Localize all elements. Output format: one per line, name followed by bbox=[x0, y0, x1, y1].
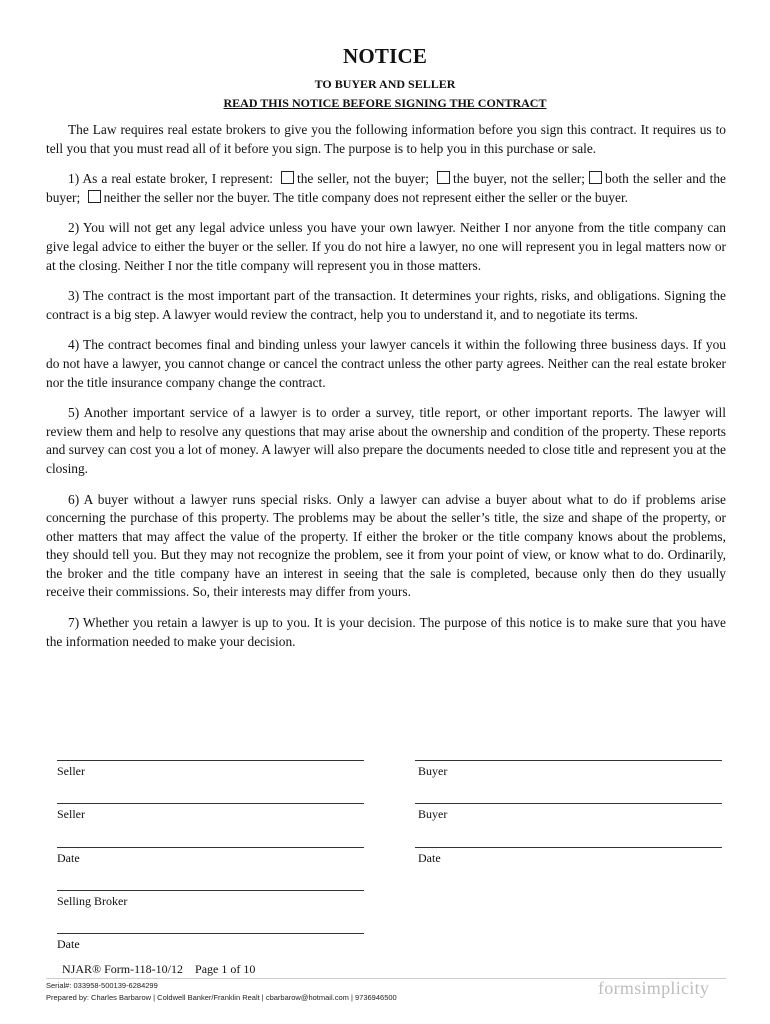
option-neither-label: neither the seller nor the buyer. bbox=[103, 189, 271, 205]
buyer1-label: Buyer bbox=[418, 764, 448, 778]
paragraph-1 bbox=[46, 170, 726, 207]
seller2-signature-line[interactable] bbox=[57, 803, 364, 804]
page-number: Page 1 of 10 bbox=[195, 962, 256, 976]
seller1-signature-line[interactable] bbox=[57, 760, 364, 761]
form-footer bbox=[62, 962, 255, 977]
checkbox-seller[interactable] bbox=[281, 171, 294, 184]
selling-broker-label: Selling Broker bbox=[57, 894, 128, 908]
date-left-label: Date bbox=[57, 851, 80, 865]
broker-date-label: Date bbox=[57, 937, 80, 951]
buyer2-signature-line[interactable] bbox=[415, 803, 722, 804]
checkbox-both[interactable] bbox=[589, 171, 602, 184]
date-right-line[interactable] bbox=[415, 847, 722, 848]
option-both-label: both the seller and the buyer; bbox=[46, 171, 726, 205]
checkbox-buyer[interactable] bbox=[437, 171, 450, 184]
buyer2-label: Buyer bbox=[418, 807, 448, 821]
selling-broker-signature-line[interactable] bbox=[57, 890, 364, 891]
paragraph-3: 3) The contract is the most important part of the transaction. It determines your rights, risks, and obligations. Signing the contract is a big step. A lawyer would review the contract, help you to understand it, and to negotiate its terms. bbox=[46, 288, 726, 322]
checkbox-neither[interactable] bbox=[88, 190, 101, 203]
option-seller-label: the seller, not the buyer; bbox=[297, 171, 429, 187]
formsimplicity-logo: formsimplicity bbox=[598, 978, 710, 998]
document-subtitle: TO BUYER AND SELLER bbox=[314, 77, 456, 91]
paragraph-2: 2) You will not get any legal advice unless you have your own lawyer. Neither I nor anyone from the title company can give legal advice to either the buyer or the seller. If you do not hire a lawyer, no one will represent you in legal matters now or at the closing. Neither I nor the title company will represent you in those matters. bbox=[46, 220, 726, 273]
form-id: NJAR® Form-118-10/12 bbox=[62, 962, 184, 976]
option-buyer-label: the buyer, not the seller; bbox=[453, 171, 585, 187]
paragraph-6: 6) A buyer without a lawyer runs special risks. Only a lawyer can advise a buyer about what to do if problems arise concerning the purchase of this property. The problems may be about the seller’s title, the size and shape of the property, or other matters that may affect the value of the property. If either the broker or the title company knows about the problems, they should tell you. But they may not recognize the problem, see it from your point of view, or know what to do. Ordinarily, the broker and the title company have an interest in seeing that the sale is completed, because only then do they usually receive their commissions. So, their interests may differ from yours. bbox=[46, 491, 726, 600]
date-left-line[interactable] bbox=[57, 847, 364, 848]
broker-date-line[interactable] bbox=[57, 933, 364, 934]
prepared-by: Prepared by: Charles Barbarow | Coldwell Banker/Franklin Realt | cbarbarow@hotmail.com | 9736946500 bbox=[46, 993, 397, 1002]
paragraph-5: 5) Another important service of a lawyer is to order a survey, title report, or other important reports. The lawyer will review them and help to resolve any questions that may arise about the ownership and condition of the property. These reports and survey can cost you a lot of money. A lawyer will also prepare the documents needed to close title and represent you at the closing. bbox=[46, 405, 726, 476]
seller1-label: Seller bbox=[57, 764, 85, 778]
item1-lead: 1) As a real estate broker, I represent: bbox=[68, 171, 273, 187]
seller2-label: Seller bbox=[57, 807, 85, 821]
serial-number: Serial#: 033958-500139-6284299 bbox=[46, 981, 158, 990]
item1-tail: The title company does not represent either the seller or the buyer. bbox=[273, 189, 629, 205]
buyer1-signature-line[interactable] bbox=[415, 760, 722, 761]
document-instruction: READ THIS NOTICE BEFORE SIGNING THE CONTRACT bbox=[223, 96, 547, 110]
paragraph-7: 7) Whether you retain a lawyer is up to you. It is your decision. The purpose of this notice is to make sure that you have the information needed to make your decision. bbox=[46, 615, 726, 649]
paragraph-4: 4) The contract becomes final and binding unless your lawyer cancels it within the following three business days. If you do not have a lawyer, you cannot change or cancel the contract unless the other party agrees. Neither can the real estate broker nor the title insurance company change the contract. bbox=[46, 337, 726, 390]
document-title: NOTICE bbox=[342, 44, 428, 68]
date-right-label: Date bbox=[418, 851, 441, 865]
notice-body bbox=[46, 121, 726, 663]
intro-paragraph: The Law requires real estate brokers to give you the following information before you sign this contract. It requires us to tell you that you must read all of it before you sign. The purpose is to help you in this purchase or sale. bbox=[46, 122, 726, 156]
